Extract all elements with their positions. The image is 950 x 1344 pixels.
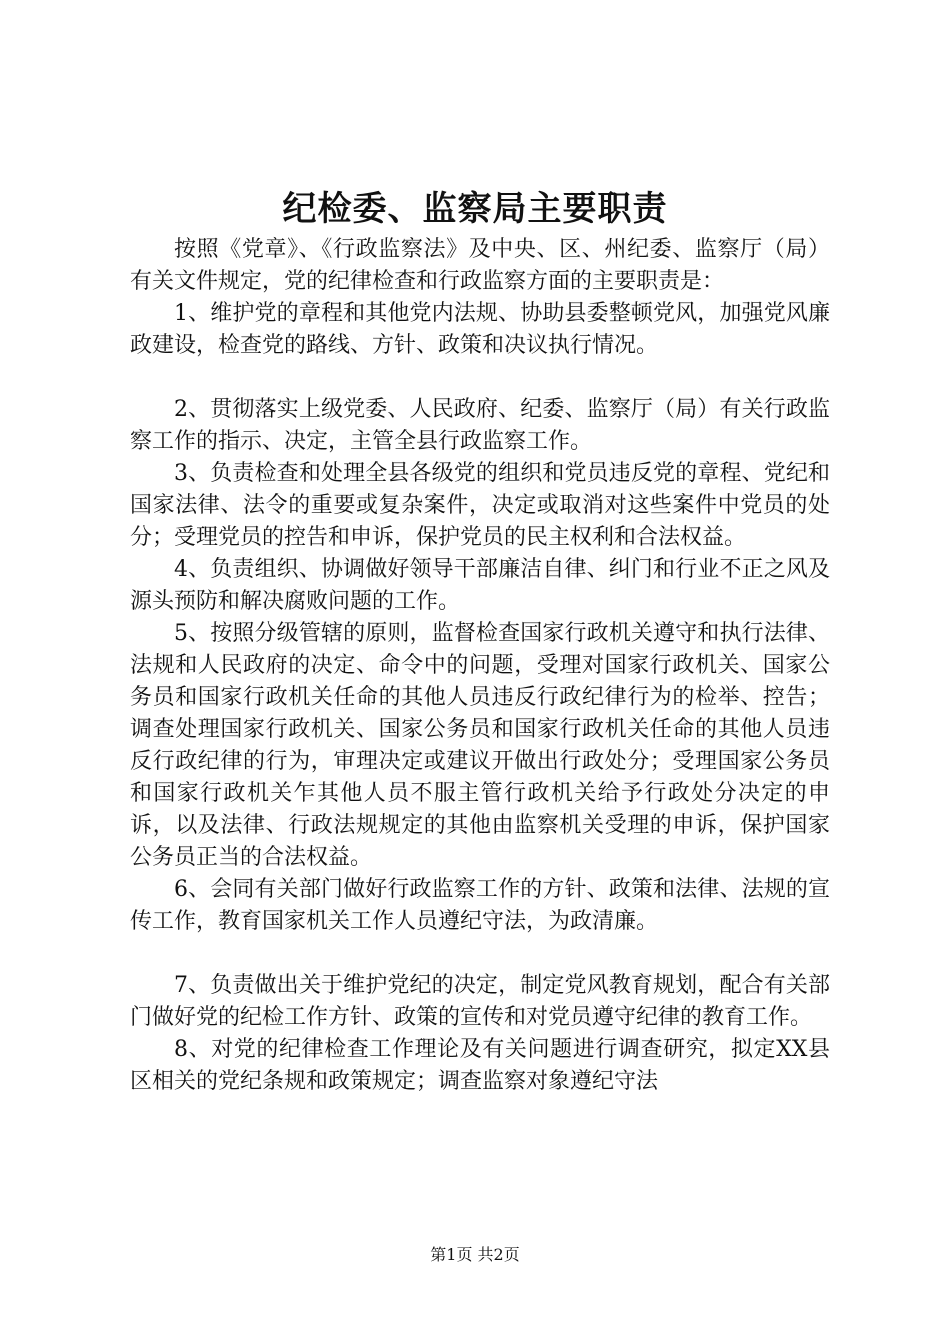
paragraph-duty-8: 8、对党的纪律检查工作理论及有关问题进行调查研究，拟定XX县区相关的党纪条规和政策规定；调查监察对象遵纪守法 (130, 1037, 830, 1094)
paragraph-duty-3: 3、负责检查和处理全县各级党的组织和党员违反党的章程、党纪和国家法律、法令的重要或复杂案件，决定或取消对这些案件中党员的处分；受理党员的控告和申诉，保护党员的民主权利和合法权益。 (130, 461, 830, 550)
document-title: 纪检委、监察局主要职责 (282, 189, 668, 229)
paragraph-duty-1: 1、维护党的章程和其他党内法规、协助县委整顿党风，加强党风廉政建设，检查党的路线、方针、政策和决议执行情况。 (130, 301, 830, 358)
paragraph-duty-6: 6、会同有关部门做好行政监察工作的方针、政策和法律、法规的宣传工作，教育国家机关工作人员遵纪守法，为政清廉。 (130, 877, 830, 934)
paragraph-intro: 按照《党章》、《行政监察法》及中央、区、州纪委、监察厅（局）有关文件规定，党的纪律检查和行政监察方面的主要职责是： (130, 237, 830, 294)
paragraph-duty-4: 4、负责组织、协调做好领导干部廉洁自律、纠门和行业不正之风及源头预防和解决腐败问题的工作。 (130, 557, 830, 614)
paragraph-duty-5: 5、按照分级管辖的原则，监督检查国家行政机关遵守和执行法律、法规和人民政府的决定、命令中的问题，受理对国家行政机关、国家公务员和国家行政机关任命的其他人员违反行政纪律行为的检举、控告；调查处理国家行政机关、国家公务员和国家行政机关任命的其他人员违反行政纪律的行为，审理决定或建议开做出行政处分；受理国家公务员和国家行政机关乍其他人员不服主管行政机关给予行政处分决定的申诉，以及法律、行政法规规定的其他由监察机关受理的申诉，保护国家公务员正当的合法权益。 (130, 621, 830, 870)
paragraph-duty-2: 2、贯彻落实上级党委、人民政府、纪委、监察厅（局）有关行政监察工作的指示、决定，主管全县行政监察工作。 (130, 397, 830, 454)
page-number: 第1页 共2页 (430, 1245, 520, 1264)
paragraph-duty-7: 7、负责做出关于维护党纪的决定，制定党风教育规划，配合有关部门做好党的纪检工作方针、政策的宣传和对党员遵守纪律的教育工作。 (130, 973, 830, 1030)
document-body (130, 234, 830, 1098)
